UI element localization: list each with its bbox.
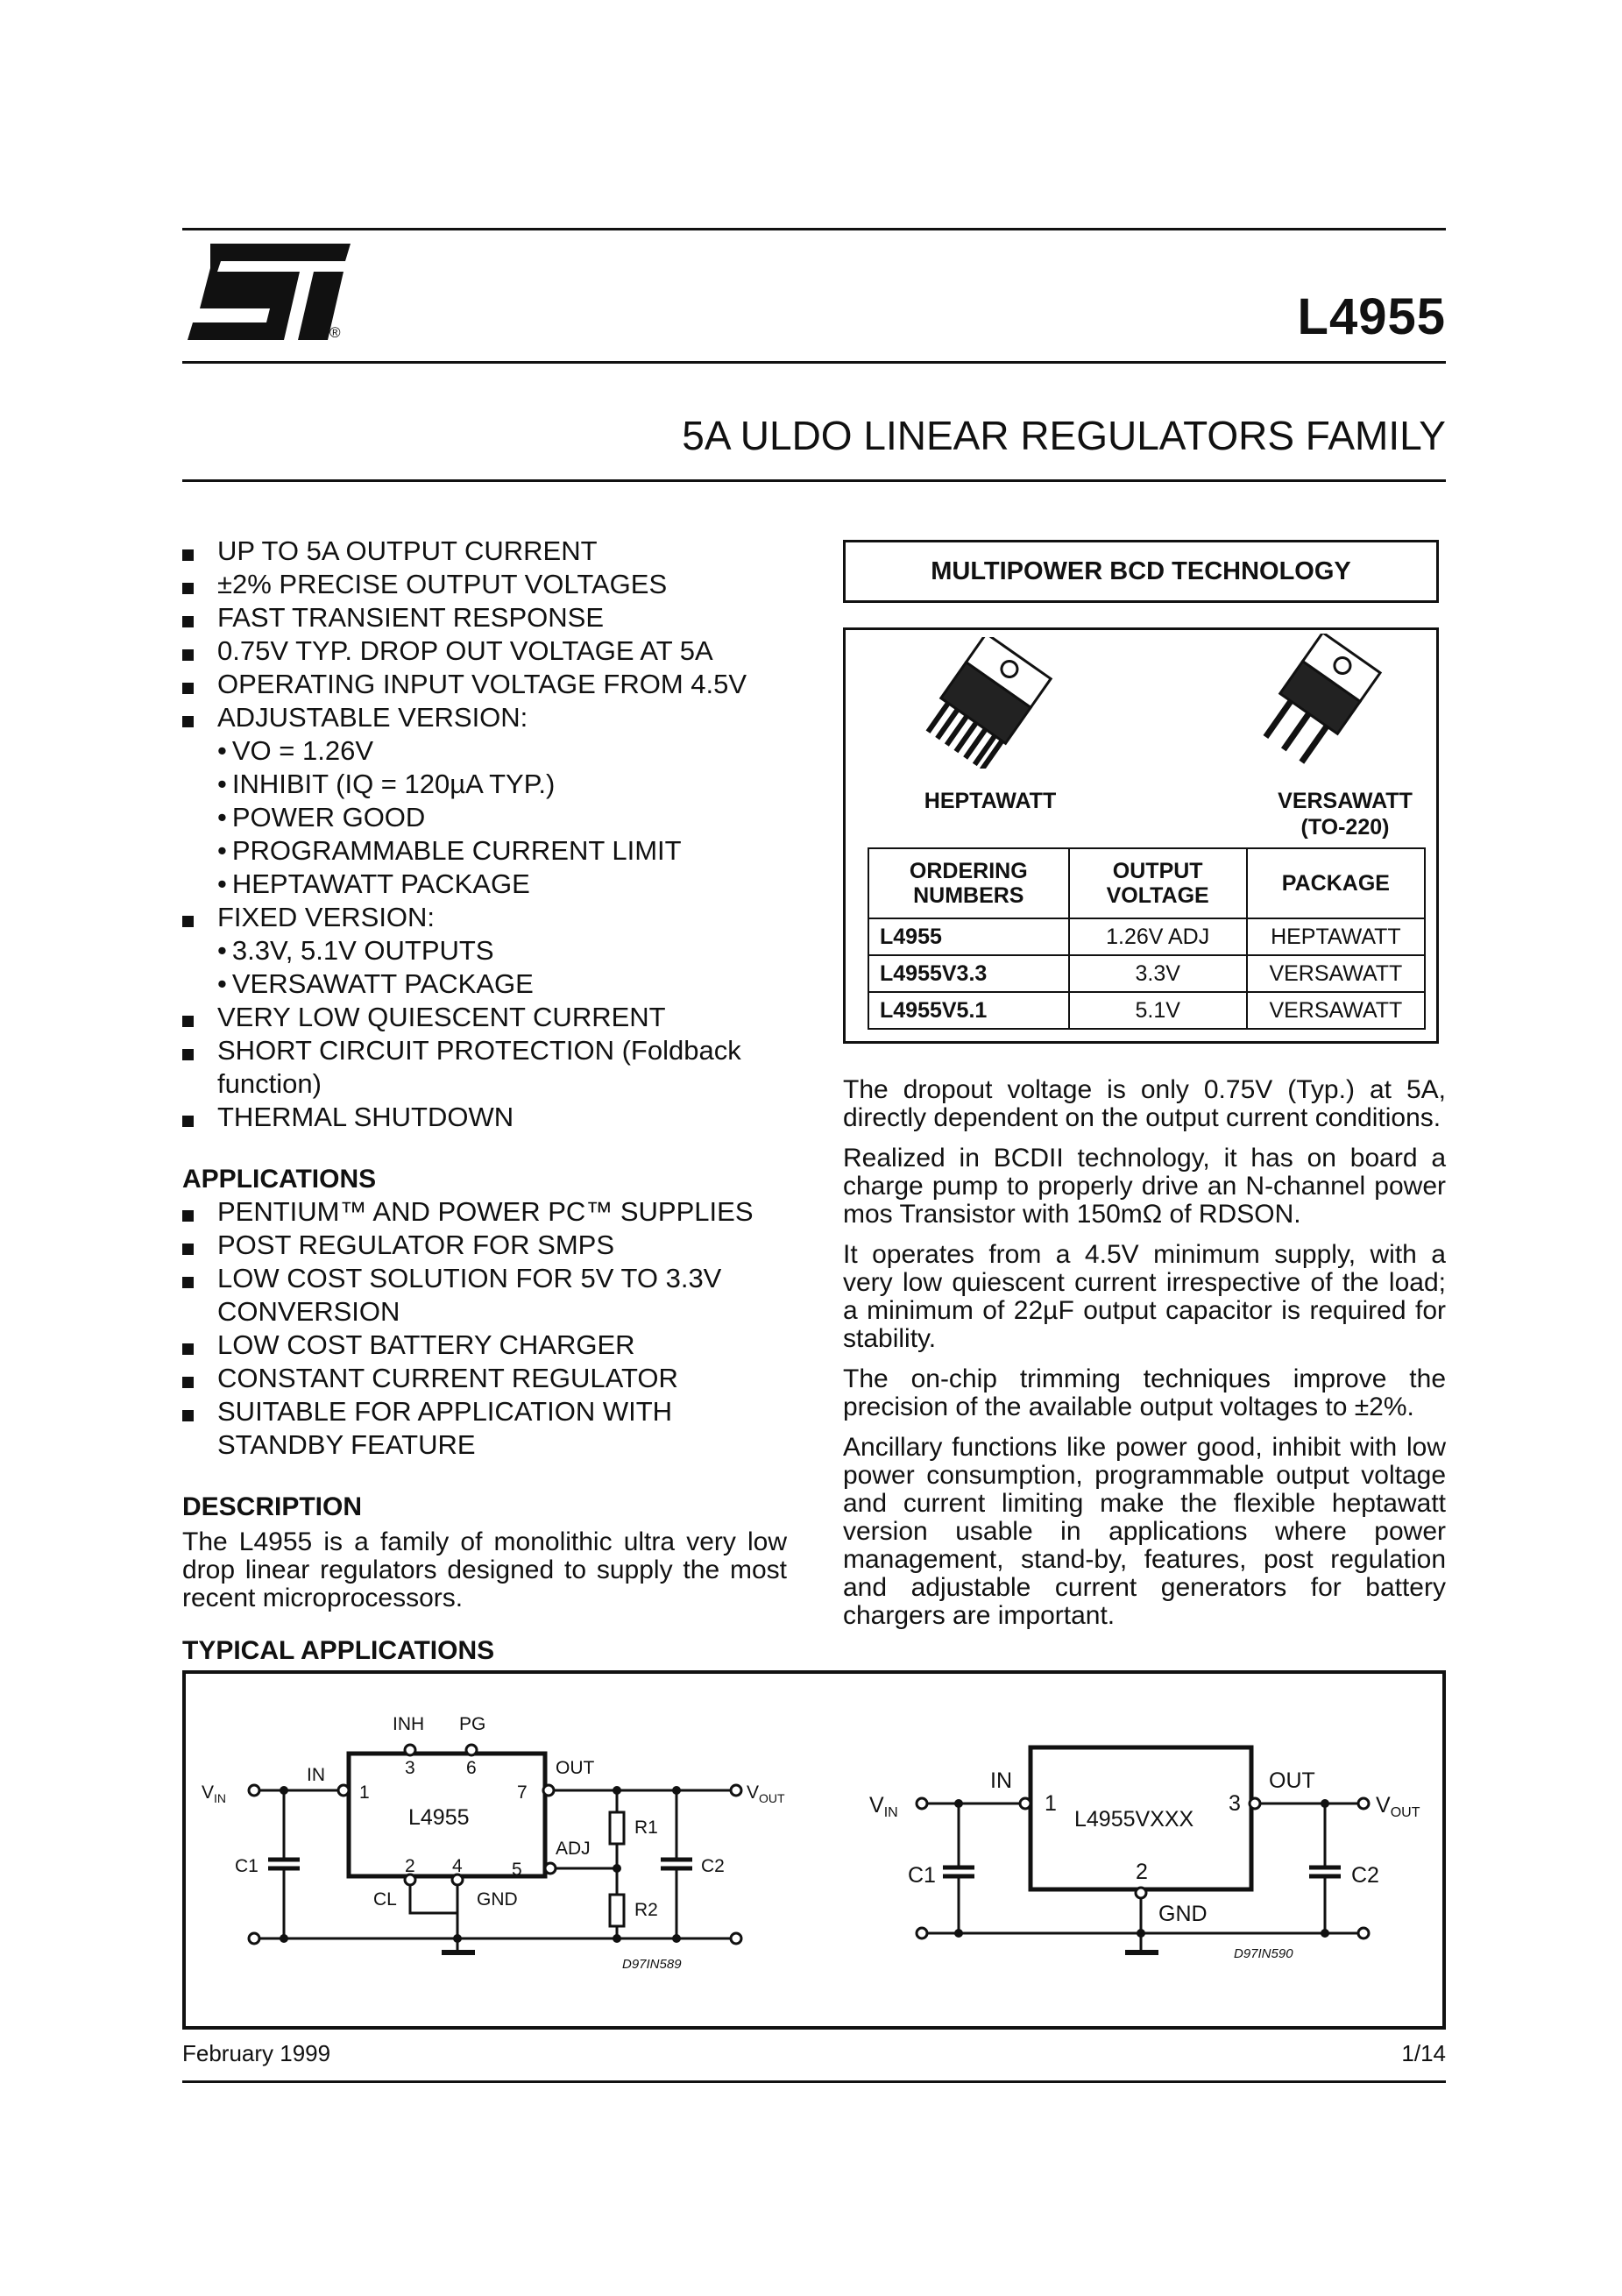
description-heading: DESCRIPTION bbox=[182, 1492, 363, 1521]
pin6-label: 6 bbox=[466, 1758, 477, 1778]
table-cell: 5.1V bbox=[1069, 992, 1247, 1029]
table-header: PACKAGE bbox=[1247, 848, 1425, 918]
feature-subitem-text: VO = 1.26V bbox=[231, 735, 373, 766]
feature-item: ±2% PRECISE OUTPUT VOLTAGES bbox=[182, 568, 787, 601]
footer-page-number: 1/14 bbox=[1401, 2040, 1446, 2066]
feature-item: UP TO 5A OUTPUT CURRENT bbox=[182, 535, 787, 568]
right-column-text bbox=[843, 1076, 1446, 1642]
feature-subitem: • PROGRAMMABLE CURRENT LIMIT bbox=[217, 835, 682, 866]
l4955-chip-label: L4955 bbox=[408, 1805, 470, 1830]
document-subtitle: 5A ULDO LINEAR REGULATORS FAMILY bbox=[682, 413, 1446, 458]
heptawatt-label: HEPTAWATT bbox=[924, 789, 1057, 813]
table-cell: 1.26V ADJ bbox=[1069, 918, 1247, 955]
gnd-label-1: GND bbox=[477, 1889, 518, 1910]
pin3-label-2: 3 bbox=[1229, 1791, 1241, 1816]
inh-label: INH bbox=[393, 1714, 425, 1734]
st-logo bbox=[186, 242, 352, 343]
ordering-table bbox=[868, 847, 1426, 1030]
pin1-label-1: 1 bbox=[359, 1782, 370, 1803]
feature-subitem-text: INHIBIT (IQ = 120µA TYP.) bbox=[231, 769, 556, 799]
feature-subitem: • INHIBIT (IQ = 120µA TYP.) bbox=[217, 769, 556, 799]
c2-label-1: C2 bbox=[701, 1856, 725, 1876]
footer-rule bbox=[182, 2080, 1446, 2083]
footer-date: February 1999 bbox=[182, 2040, 331, 2066]
feature-subitem-text: 3.3V, 5.1V OUTPUTS bbox=[231, 935, 494, 966]
feature-item: SHORT CIRCUIT PROTECTION (Foldback function) bbox=[182, 1034, 787, 1101]
vin-label-2: $V_{IN}$ bbox=[869, 1793, 898, 1820]
table-row bbox=[868, 955, 1425, 992]
pin7-label: 7 bbox=[517, 1782, 528, 1803]
applications-heading: APPLICATIONS bbox=[182, 1165, 377, 1194]
vout-label-2: $V_{OUT}$ bbox=[1376, 1793, 1420, 1820]
table-header: ORDERING NUMBERS bbox=[868, 848, 1069, 918]
table-header-row bbox=[868, 848, 1425, 918]
feature-item: FAST TRANSIENT RESPONSE bbox=[182, 601, 787, 634]
versawatt-package-image bbox=[1240, 634, 1398, 765]
body-paragraph: The dropout voltage is only 0.75V (Typ.) at 5A, directly dependent on the output current conditions. bbox=[843, 1075, 1446, 1132]
in-label-1: IN bbox=[307, 1765, 325, 1785]
table-cell: L4955V5.1 bbox=[868, 992, 1069, 1029]
pin4-label: 4 bbox=[452, 1856, 463, 1876]
l4955vxxx-chip-label: L4955VXXX bbox=[1074, 1807, 1194, 1832]
c1-label-2: C1 bbox=[908, 1863, 936, 1888]
applications-list bbox=[182, 1195, 787, 1462]
table-cell: L4955V3.3 bbox=[868, 955, 1069, 992]
feature-item: 0.75V TYP. DROP OUT VOLTAGE AT 5A bbox=[182, 634, 787, 668]
application-item: LOW COST BATTERY CHARGER bbox=[182, 1329, 787, 1362]
pin3-label-1: 3 bbox=[405, 1758, 415, 1778]
application-item: CONSTANT CURRENT REGULATOR bbox=[182, 1362, 787, 1395]
title-rule bbox=[182, 361, 1446, 364]
schematic-l4955-nodes bbox=[280, 1786, 681, 1943]
body-paragraph: Realized in BCDII technology, it has on board a charge pump to properly drive an N-channel power mos Transistor with 150mΩ of RDSON. bbox=[843, 1144, 1446, 1229]
diagram-code-1: D97IN589 bbox=[622, 1957, 682, 1972]
feature-subitem: • VO = 1.26V bbox=[217, 735, 373, 766]
feature-item: FIXED VERSION: bbox=[182, 901, 787, 934]
gnd-label-2: GND bbox=[1158, 1902, 1208, 1926]
adj-label: ADJ bbox=[556, 1839, 591, 1859]
table-cell: HEPTAWATT bbox=[1247, 918, 1425, 955]
r2-label: R2 bbox=[634, 1900, 658, 1920]
typical-applications-heading: TYPICAL APPLICATIONS bbox=[182, 1636, 495, 1665]
vin-label-1: $V_{IN}$ bbox=[202, 1782, 227, 1805]
table-row bbox=[868, 992, 1425, 1029]
feature-item: VERY LOW QUIESCENT CURRENT bbox=[182, 1001, 787, 1034]
feature-subitem: • VERSAWATT PACKAGE bbox=[217, 968, 534, 999]
body-paragraph: It operates from a 4.5V minimum supply, with a very low quiescent current irrespective of the load; a minimum of 22µF output capacitor is required for stability. bbox=[843, 1240, 1446, 1353]
feature-item: ADJUSTABLE VERSION: bbox=[182, 701, 787, 734]
body-paragraph: The on-chip trimming techniques improve the precision of the available output voltages to ±2%. bbox=[843, 1364, 1446, 1421]
application-item: PENTIUM™ AND POWER PC™ SUPPLIES bbox=[182, 1195, 787, 1229]
pin2-label-1: 2 bbox=[405, 1856, 415, 1876]
in-label-2: IN bbox=[990, 1768, 1012, 1793]
table-cell: 3.3V bbox=[1069, 955, 1247, 992]
feature-item: THERMAL SHUTDOWN bbox=[182, 1101, 787, 1134]
table-row bbox=[868, 918, 1425, 955]
table-header: OUTPUT VOLTAGE bbox=[1069, 848, 1247, 918]
registered-mark: ® bbox=[329, 324, 341, 341]
versawatt-sublabel: (TO-220) bbox=[1300, 815, 1390, 840]
schematic-diagrams bbox=[186, 1674, 1442, 2026]
pg-label: PG bbox=[459, 1714, 486, 1734]
feature-subitem-text: HEPTAWATT PACKAGE bbox=[231, 868, 530, 899]
table-cell: L4955 bbox=[868, 918, 1069, 955]
application-item: SUITABLE FOR APPLICATION WITH STANDBY FEATURE bbox=[182, 1395, 787, 1462]
feature-subitem-text: PROGRAMMABLE CURRENT LIMIT bbox=[231, 835, 682, 866]
diagram-code-2: D97IN590 bbox=[1234, 1946, 1293, 1961]
pin1-label-2: 1 bbox=[1045, 1791, 1057, 1816]
versawatt-label: VERSAWATT bbox=[1278, 789, 1413, 813]
part-number: L4955 bbox=[1297, 288, 1446, 345]
feature-item: OPERATING INPUT VOLTAGE FROM 4.5V bbox=[182, 668, 787, 701]
application-item: POST REGULATOR FOR SMPS bbox=[182, 1229, 787, 1262]
pin5-label: 5 bbox=[512, 1860, 522, 1880]
application-item: LOW COST SOLUTION FOR 5V TO 3.3V CONVERSION bbox=[182, 1262, 787, 1329]
r1-label: R1 bbox=[634, 1818, 658, 1838]
feature-subitem: • POWER GOOD bbox=[217, 802, 426, 833]
subtitle-rule bbox=[182, 479, 1446, 482]
feature-subitem-text: POWER GOOD bbox=[231, 802, 426, 833]
description-text: The L4955 is a family of monolithic ultra very low drop linear regulators designed to supply the most recent microprocessors. bbox=[182, 1527, 787, 1612]
technology-box: MULTIPOWER BCD TECHNOLOGY bbox=[843, 540, 1439, 603]
table-cell: VERSAWATT bbox=[1247, 992, 1425, 1029]
top-rule bbox=[182, 228, 1446, 230]
cl-label: CL bbox=[373, 1889, 397, 1910]
pin2-label-2: 2 bbox=[1136, 1860, 1148, 1884]
c1-label-1: C1 bbox=[235, 1856, 259, 1876]
feature-subitem: • HEPTAWATT PACKAGE bbox=[217, 868, 530, 899]
out-label-2: OUT bbox=[1269, 1768, 1315, 1793]
c2-label-2: C2 bbox=[1351, 1863, 1379, 1888]
feature-list bbox=[182, 535, 787, 1134]
body-paragraph: Ancillary functions like power good, inhibit with low power consumption, programmable output voltage and current limiting make the flexible heptawatt version usable in applications where power management, stand-by, features, post regulation and adjustable current generators for battery chargers are important. bbox=[843, 1433, 1446, 1630]
left-column bbox=[182, 535, 787, 1667]
typical-applications-box bbox=[182, 1670, 1446, 2030]
vout-label-1: $V_{OUT}$ bbox=[747, 1782, 785, 1805]
feature-subitem-text: VERSAWATT PACKAGE bbox=[231, 968, 534, 999]
out-label-1: OUT bbox=[556, 1758, 595, 1778]
feature-subitem: • 3.3V, 5.1V OUTPUTS bbox=[217, 935, 494, 966]
heptawatt-package-image bbox=[907, 637, 1065, 769]
table-cell: VERSAWATT bbox=[1247, 955, 1425, 992]
